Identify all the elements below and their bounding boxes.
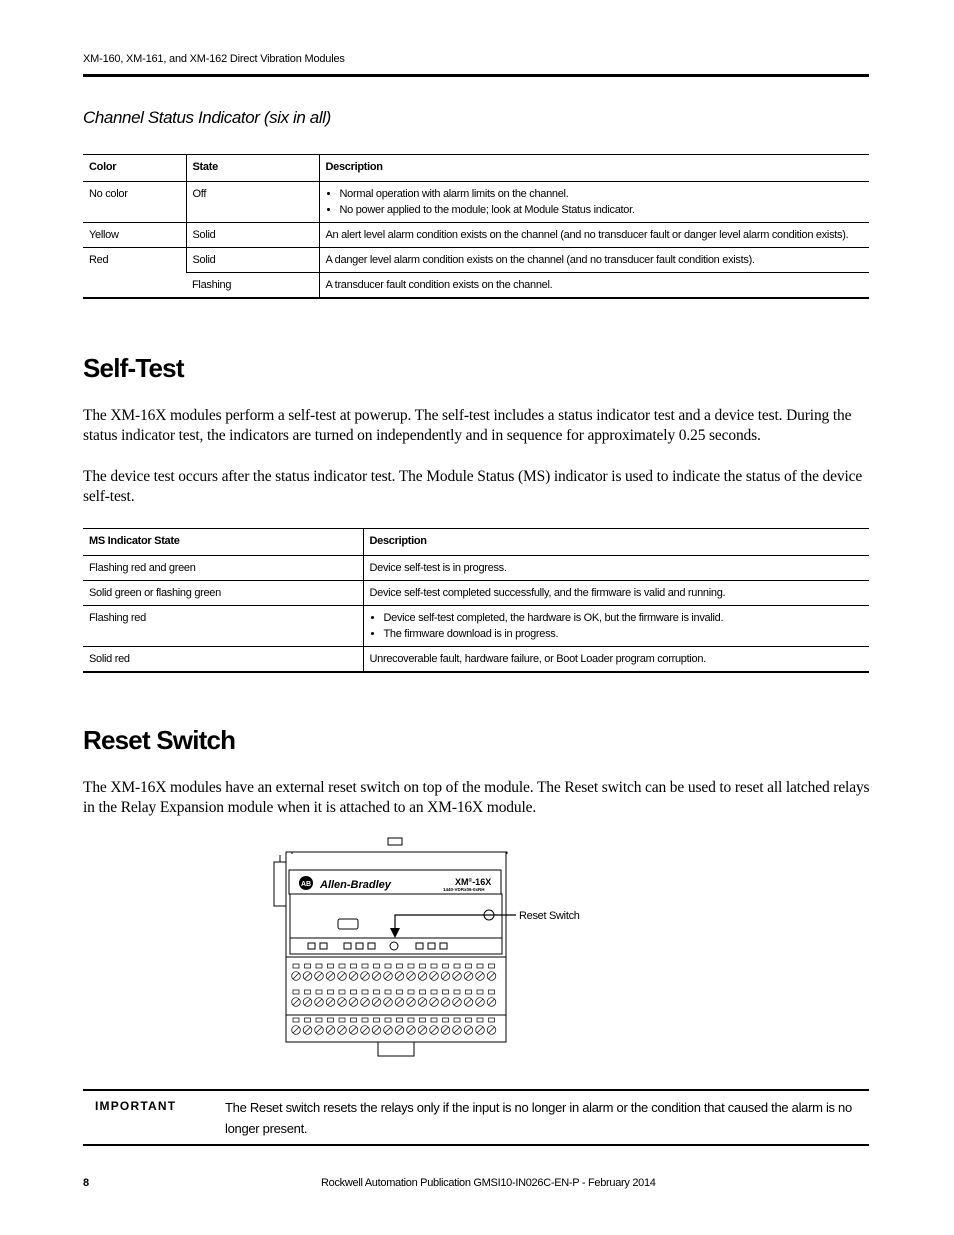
table-row [83,248,869,273]
important-note [83,1089,869,1146]
bottom-clip [378,1042,414,1056]
table-row [83,647,869,673]
list-item: • No power applied to the module; look at Module Status indicator. [340,202,864,218]
table-header-row [83,155,869,182]
part-number: 1440-VDRx06-0xRH [443,887,485,892]
description-cell: Device self-test is in progress. [363,556,869,581]
state-cell: Off [186,182,319,223]
list-item: • Normal operation with alarm limits on the channel. [340,186,864,202]
body-paragraph: The XM-16X modules have an external reset switch on top of the module. The Reset switch can be used to reset all latched relays in the Relay Expansion module when it is attached to an XM-16X module. [83,779,870,816]
table-row [83,581,869,606]
table-row [83,273,869,299]
module-body [286,852,506,957]
description-cell: A transducer fault condition exists on the channel. [319,273,869,299]
state-cell: Solid green or flashing green [83,581,363,606]
column-header: Description [363,529,869,556]
state-cell: Solid red [83,647,363,673]
color-cell: Yellow [83,223,186,248]
reset-switch-callout: Reset Switch [519,910,580,922]
bullet-list [326,186,864,218]
page-number: 8 [83,1177,90,1189]
list-item: • The firmware download is in progress. [384,626,864,642]
state-cell: Flashing red and green [83,556,363,581]
header-rule [83,74,869,77]
column-header: MS Indicator State [83,529,363,556]
section-heading-reset-switch: Reset Switch [83,725,236,755]
column-header: Color [83,155,186,182]
callout-line [395,915,516,928]
model-name: XM®-16X [455,877,492,887]
state-cell: Flashing red [83,606,363,647]
footer-publication: Rockwell Automation Publication GMSI10-IN026C-EN-P - February 2014 [321,1177,656,1189]
table-caption: Channel Status Indicator (six in all) [83,108,331,127]
state-cell: Solid [186,223,319,248]
description-cell: Device self-test completed successfully, and the firmware is valid and running. [363,581,869,606]
body-paragraph: The device test occurs after the status indicator test. The Module Status (MS) indicator is used to indicate the status of the device self-test. [83,468,863,505]
important-label: IMPORTANT [95,1099,177,1113]
color-cell: Red [83,248,186,299]
section-heading-self-test: Self-Test [83,353,184,383]
indicator-row [308,942,447,950]
state-cell: Solid [186,248,319,273]
table-row [83,223,869,248]
brand-badge-text: AB [300,881,312,888]
table-header-row [83,529,869,556]
side-latch [274,862,286,906]
description-cell: An alert level alarm condition exists on the channel (and no transducer fault or danger level alarm condition exists). [319,223,869,248]
ms-indicator-table [83,528,869,673]
list-item: • Device self-test completed, the hardware is OK, but the firmware is invalid. [384,610,864,626]
channel-status-table [83,154,869,299]
table-row [83,556,869,581]
table-row [83,606,869,647]
state-cell: Flashing [186,273,319,299]
running-header: XM-160, XM-161, and XM-162 Direct Vibration Modules [83,53,345,65]
column-header: State [186,155,319,182]
connector [338,919,358,929]
description-cell [319,182,869,223]
color-cell: No color [83,182,186,223]
top-clip [388,838,402,845]
description-cell: A danger level alarm condition exists on the channel (and no transducer fault condition exists). [319,248,869,273]
important-text: The Reset switch resets the relays only if the input is no longer in alarm or the condition that caused the alarm is no longer present. [225,1100,852,1136]
description-cell: Unrecoverable fault, hardware failure, or Boot Loader program corruption. [363,647,869,673]
body-paragraph: The XM-16X modules perform a self-test at powerup. The self-test includes a status indicator test and a device test. During the status indicator test, the indicators are turned on independently and in sequence for approximately 0.25 seconds. [83,407,852,444]
callout-arrow [390,928,400,938]
table-row [83,182,869,223]
bullet-list [370,610,864,642]
column-header: Description [319,155,869,182]
module-illustration [270,830,590,1062]
description-cell [363,606,869,647]
brand-name: Allen-Bradley [320,879,391,891]
